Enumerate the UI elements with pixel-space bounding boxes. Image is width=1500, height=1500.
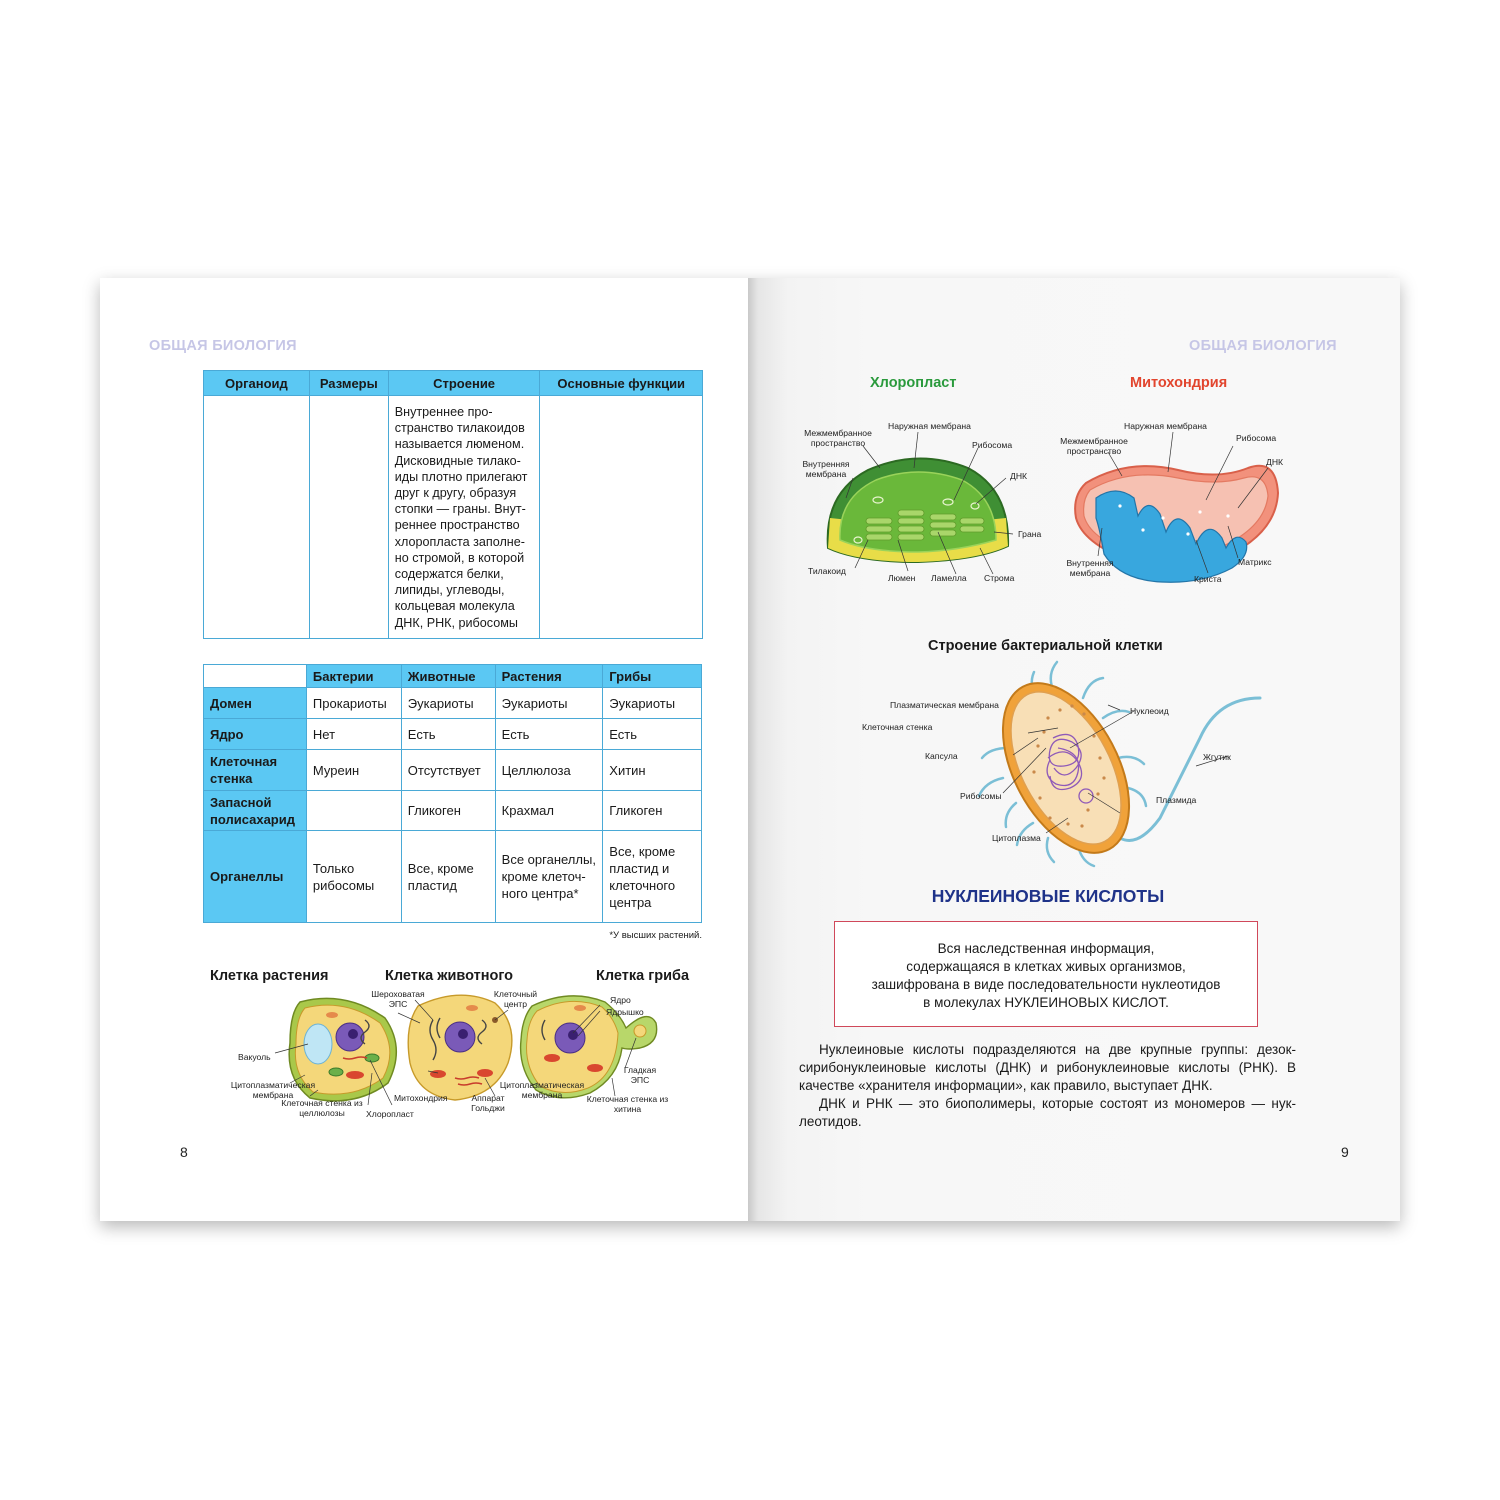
- label-mito-outer: Наружная мембрана: [1124, 421, 1207, 431]
- table-cell: Все, кроме пластид: [401, 831, 495, 923]
- label-chloro-thylakoid: Тилакоид: [808, 566, 846, 576]
- label-mitochondria: Митохондрия: [394, 1093, 448, 1103]
- label-nucleoid: Нуклеоид: [1130, 706, 1169, 716]
- paragraph: Нуклеиновые кислоты подразделяются на две крупные группы: дезок-сирибонуклеиновые кислоты (ДНК) и рибонуклеиновые кислоты (РНК). В качестве «хранителя информации», как правило, выступает ДНК.: [799, 1042, 1296, 1093]
- right-page: [748, 278, 1400, 1221]
- label-mito-dna: ДНК: [1266, 457, 1284, 467]
- table-cell: Гликоген: [401, 791, 495, 831]
- label-chloro-lumen: Люмен: [888, 573, 916, 583]
- label-ribosomes: Рибосомы: [960, 791, 1002, 801]
- header-cell: Бактерии: [306, 665, 401, 688]
- label-nucleus: Ядро: [610, 995, 631, 1005]
- label-mito-intermembrane: Межмембранное пространство: [1060, 436, 1128, 456]
- table-cell: Нет: [306, 719, 401, 750]
- label-flagellum: Жгутик: [1203, 752, 1231, 762]
- label-cyto-membrane: Цитоплазматическая мембрана: [230, 1080, 316, 1100]
- table-cell: Хитин: [603, 750, 702, 791]
- box-line: в молекулах НУКЛЕИНОВЫХ КИСЛОТ.: [923, 995, 1169, 1010]
- label-cyto-membrane-2: Цитоплазматическая мембрана: [499, 1080, 585, 1100]
- label-smooth-er: Гладкая ЭПС: [623, 1065, 657, 1085]
- table-cell: Только рибосомы: [306, 831, 401, 923]
- label-cell-center: Клеточный центр: [493, 989, 538, 1009]
- animal-cell-title: Клетка животного: [385, 968, 514, 984]
- row-header: Органеллы: [204, 831, 307, 923]
- text-line: называется люменом.: [394, 437, 525, 452]
- table-cell: Эукариоты: [603, 688, 702, 719]
- row-header: Ядро: [204, 719, 307, 750]
- book-spread: [100, 278, 1400, 1221]
- fungus-cell-title: Клетка гриба: [596, 968, 690, 984]
- header-cell: Органоид: [204, 371, 310, 396]
- running-title-left: ОБЩАЯ БИОЛОГИЯ: [149, 338, 297, 354]
- table-cell: Есть: [401, 719, 495, 750]
- box-line: зашифрована в виде последовательности нуклеотидов: [871, 977, 1221, 992]
- table-cell: Все органеллы, кроме клеточ-ного центра*: [495, 831, 603, 923]
- table-cell: Прокариоты: [306, 688, 401, 719]
- table-cell: Есть: [495, 719, 603, 750]
- table-cell: Крахмал: [495, 791, 603, 831]
- text-line: странство тилакоидов: [394, 421, 525, 436]
- page-number-right: 9: [1341, 1144, 1349, 1160]
- row-header: Домен: [204, 688, 307, 719]
- label-cytoplasm: Цитоплазма: [992, 833, 1041, 843]
- label-rough-er: Шероховатая ЭПС: [371, 989, 425, 1009]
- bacterium-title: Строение бактериальной клетки: [928, 638, 1163, 654]
- label-chloro-intermembrane: Межмембранное пространство: [804, 428, 872, 448]
- table-cell: Целлюлоза: [495, 750, 603, 791]
- header-cell: Грибы: [603, 665, 702, 688]
- label-mito-matrix: Матрикс: [1238, 557, 1272, 567]
- text-line: кольцевая молекула: [394, 599, 515, 614]
- label-chloro-dna: ДНК: [1010, 471, 1028, 481]
- left-page: [100, 278, 748, 1221]
- text-line: стопки — граны. Внут-: [394, 502, 526, 517]
- label-cell-wall: Клеточная стенка: [862, 722, 933, 732]
- label-chloro-ribosome: Рибосома: [972, 440, 1013, 450]
- text-line: Дисковидные тилако-: [394, 453, 521, 468]
- header-cell: Растения: [495, 665, 603, 688]
- label-chloro-lamella: Ламелла: [931, 573, 967, 583]
- label-mito-crista: Криста: [1194, 574, 1222, 584]
- label-plasmid: Плазмида: [1156, 795, 1197, 805]
- text-line: реннее пространство: [394, 518, 520, 533]
- table-cell: Эукариоты: [495, 688, 603, 719]
- table-cell: Отсутствует: [401, 750, 495, 791]
- box-line: содержащаяся в клетках живых организмов,: [906, 959, 1186, 974]
- header-cell: Строение: [388, 371, 540, 396]
- label-wall-chitin: Клеточная стенка из хитина: [586, 1094, 669, 1114]
- header-cell: Основные функции: [540, 371, 703, 396]
- label-chloro-grana: Грана: [1018, 529, 1042, 539]
- row-header: Клеточная стенка: [204, 750, 307, 791]
- running-title-right: ОБЩАЯ БИОЛОГИЯ: [1189, 338, 1337, 354]
- footnote: *У высших растений.: [609, 930, 702, 941]
- table-cell: Все, кроме пластид и клеточного центра: [603, 831, 702, 923]
- header-cell: Размеры: [309, 371, 388, 396]
- page-number-left: 8: [180, 1144, 188, 1160]
- text-line: ДНК, РНК, рибосомы: [394, 615, 518, 630]
- label-vacuole: Вакуоль: [238, 1052, 271, 1062]
- label-golgi: Аппарат Гольджи: [471, 1093, 505, 1113]
- header-cell: Животные: [401, 665, 495, 688]
- table-cell: Гликоген: [603, 791, 702, 831]
- text-line: липиды, углеводы,: [394, 583, 505, 598]
- text-line: но стромой, в которой: [394, 550, 525, 565]
- label-chloro-outer: Наружная мембрана: [888, 421, 971, 431]
- row-header: Запасной полисахарид: [204, 791, 307, 831]
- text-line: иды плотно прилегают: [394, 469, 528, 484]
- label-nucleolus: Ядрышко: [606, 1007, 644, 1017]
- mitochondria-title: Митохондрия: [1130, 375, 1228, 391]
- label-chloro-stroma: Строма: [984, 573, 1015, 583]
- label-chloro-inner: Внутренняя мембрана: [802, 459, 850, 479]
- paragraph: ДНК и РНК — это биополимеры, которые состоят из мономеров — нук-леотидов.: [799, 1096, 1296, 1129]
- nucleic-acids-heading: НУКЛЕИНОВЫЕ КИСЛОТЫ: [931, 886, 1165, 906]
- chloroplast-title: Хлоропласт: [870, 375, 957, 391]
- body-text: [799, 1041, 1296, 1131]
- text-line: содержатся белки,: [394, 567, 504, 582]
- label-capsule: Капсула: [925, 751, 958, 761]
- table-cell: Эукариоты: [401, 688, 495, 719]
- text-line: хлоропласта заполне-: [394, 534, 525, 549]
- label-mito-inner: Внутренняя мембрана: [1066, 558, 1114, 578]
- text-line: Внутреннее про-: [394, 405, 493, 419]
- label-mito-ribosome: Рибосома: [1236, 433, 1277, 443]
- label-wall-cellulose: Клеточная стенка из целлюлозы: [281, 1098, 363, 1118]
- table-cell: Есть: [603, 719, 702, 750]
- key-info-box: [834, 921, 1258, 1027]
- table-cell: Муреин: [306, 750, 401, 791]
- text-line: друг к другу, образуя: [394, 486, 517, 501]
- box-line: Вся наследственная информация,: [937, 941, 1155, 956]
- plant-cell-title: Клетка растения: [210, 968, 329, 984]
- label-plasma-membrane: Плазматическая мембрана: [890, 700, 999, 710]
- label-chloroplast: Хлоропласт: [366, 1109, 414, 1119]
